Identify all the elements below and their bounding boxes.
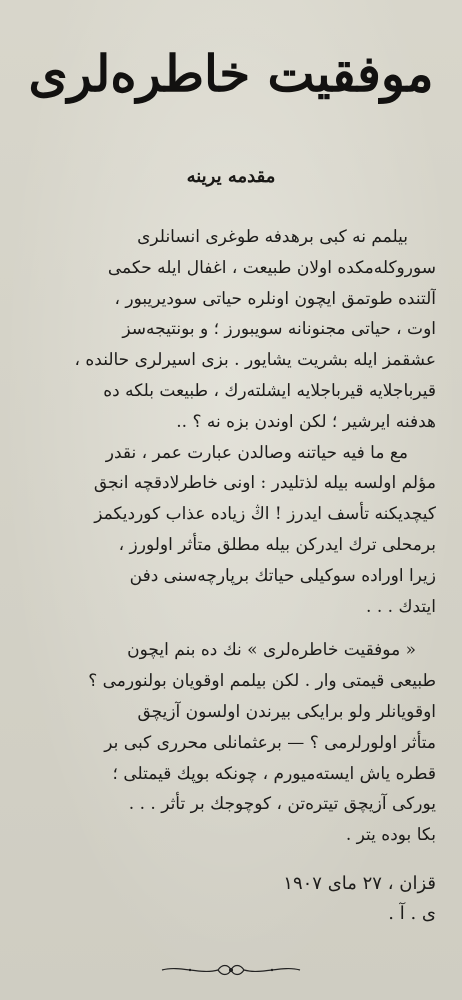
text-line: مؤلم اولسه بیله لذتلیدر : اونی خاطرلادقچه انجق [93,473,436,494]
document-subtitle: مقدمه یرینه [186,166,276,187]
text-line: عشقمز ایله بشریت یشایور . بزی اسیرلری حالنده ، [74,350,436,371]
text-line: بیلمم نه کبی برهدفه طوغری انسانلری [137,227,408,247]
text-line: ایتدك . . . [366,596,436,617]
text-line: هدفنه ایرشیر ؛ لکن اوندن بزه نه ؟ .. [176,411,436,432]
text-line: برمحلی ترك ایدرکن بیله مطلق متأثر اولورز ، [118,534,436,555]
text-line: اوت ، حیاتی مجنونانه سویبورز ؛ و بونتیجه‌سز [122,319,436,340]
signature-initials: ی . آ . [388,903,436,924]
paragraph-gap [30,622,436,635]
text-line: قطره یاش ایسته‌میورم ، چونکه بوپك قیمتلی ؛ [112,763,436,784]
text-line: آلتنده طوتمق ایچون اونلره حیاتی سودیریبور ، [114,288,436,309]
text-line: بکا بوده یتر . [345,825,436,846]
text-line: متأثر اولورلرمی ؟ — برعثمانلی محرری کبی بر [104,732,436,753]
text-line: کیچدیکنه تأسف ایدرز ! اڭ زیاده عذاب کوردیکمز [94,504,436,525]
text-line: یورکی آزیچق تیتره‌تن ، کوچوجك بر تأثر . . . [128,794,436,815]
text-line: « موفقیت خاطره‌لری » نك ده بنم ایچون [127,640,416,661]
text-line: قیرباجلایه قیرباجلایه ایشلته‌رك ، طبیعت بلکه ده [103,380,436,401]
document-title: موفقیت خاطره‌لری [28,44,434,103]
dateline: قزان ، ۲۷ مای ۱۹۰۷ [283,873,436,894]
text-line: اوقویانلر ولو برایکی بیرندن اولسون آزیچق [137,701,436,722]
text-line: طبیعی قیمتی وار . لکن بیلمم اوقویان بولنورمی ؟ [88,671,436,692]
paragraph-1 [30,222,436,438]
document-body [30,222,436,851]
text-line: سوروکله‌مکده اولان طبیعت ، اغفال ایله حکمی [107,257,436,278]
paragraph-3 [30,635,436,851]
paragraph-2 [30,438,436,623]
text-line: زیرا اوراده سوکیلی حیاتك برپارچه‌سنی دفن [129,565,436,586]
decorative-divider-icon [160,962,302,978]
text-line: مع ما فیه حیاتنه وصالدن عبارت عمر ، نقدر [105,442,408,463]
